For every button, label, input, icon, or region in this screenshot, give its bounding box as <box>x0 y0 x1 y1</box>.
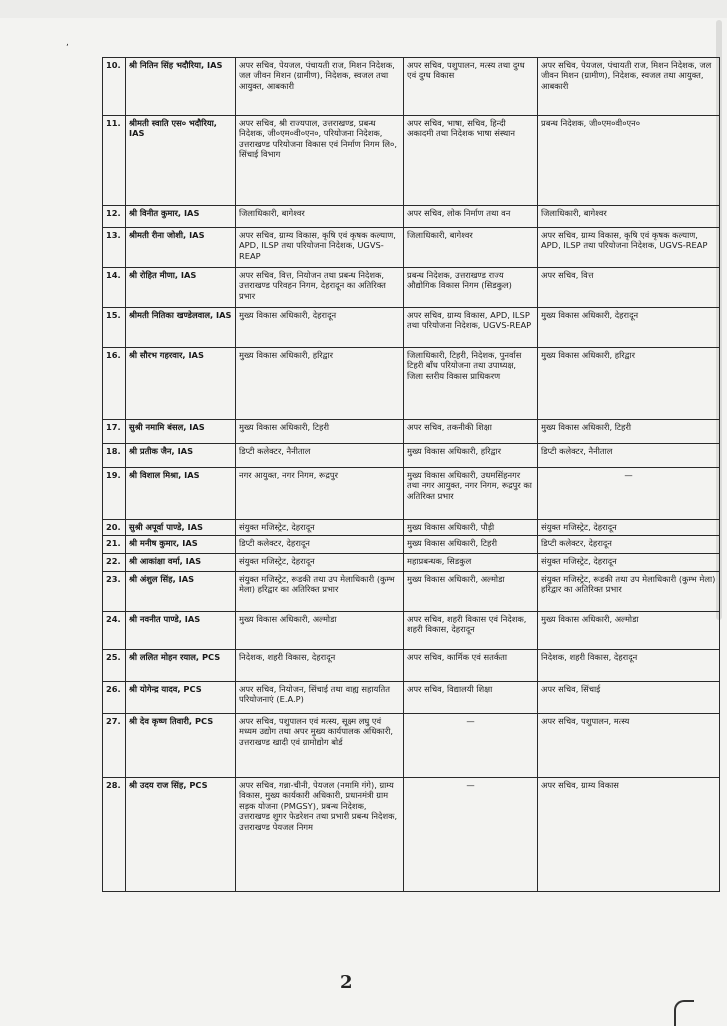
officer-name: श्रीमती रीना जोशी, IAS <box>126 228 236 268</box>
table-row <box>103 58 720 116</box>
table-row <box>103 348 720 420</box>
current-post: अपर सचिव, श्री राज्यपाल, उत्तराखण्ड, प्रबन्ध निदेशक, जी०एम०वी०एन०, परियोजना निदेशक, उत्तराखण्ड परियोजना विकास एवं निर्माण निगम लि०, सिंचाई विभाग <box>236 116 404 206</box>
new-post: मुख्य विकास अधिकारी, हरिद्वार <box>404 444 538 468</box>
current-post: डिप्टी कलेक्टर, नैनीताल <box>236 444 404 468</box>
officer-name: श्री ललित मोहन रयाल, PCS <box>126 650 236 682</box>
retained-post: प्रबन्ध निदेशक, जी०एम०वी०एन० <box>538 116 720 206</box>
serial-number: 20. <box>103 520 126 536</box>
current-post: संयुक्त मजिस्ट्रेट, देहरादून <box>236 520 404 536</box>
retained-post: निदेशक, शहरी विकास, देहरादून <box>538 650 720 682</box>
table-row <box>103 682 720 714</box>
table-row <box>103 444 720 468</box>
officer-name: श्री उदय राज सिंह, PCS <box>126 778 236 892</box>
officer-name: श्री सौरभ गहरवार, IAS <box>126 348 236 420</box>
current-post: डिप्टी कलेक्टर, देहरादून <box>236 536 404 554</box>
table-row <box>103 228 720 268</box>
table-row <box>103 420 720 444</box>
retained-post: — <box>538 468 720 520</box>
officer-name: श्रीमती नितिका खण्डेलवाल, IAS <box>126 308 236 348</box>
retained-post: संयुक्त मजिस्ट्रेट, देहरादून <box>538 554 720 572</box>
current-post: निदेशक, शहरी विकास, देहरादून <box>236 650 404 682</box>
new-post: प्रबन्ध निदेशक, उत्तराखण्ड राज्य औद्योगिक विकास निगम (सिडकुल) <box>404 268 538 308</box>
table-row <box>103 612 720 650</box>
current-post: अपर सचिव, पशुपालन एवं मत्स्य, सूक्ष्म लघु एवं मध्यम उद्योग तथा अपर मुख्य कार्यपालक अधिकारी, उत्तराखण्ड खादी एवं ग्रामोद्योग बोर्ड <box>236 714 404 778</box>
officer-name: श्री नवनीत पाण्डे, IAS <box>126 612 236 650</box>
retained-post: संयुक्त मजिस्ट्रेट, रूडकी तथा उप मेलाधिकारी (कुम्भ मेला) हरिद्वार का अतिरिक्त प्रभार <box>538 572 720 612</box>
table-row <box>103 116 720 206</box>
new-post: मुख्य विकास अधिकारी, पौड़ी <box>404 520 538 536</box>
current-post: मुख्य विकास अधिकारी, टिहरी <box>236 420 404 444</box>
table-row <box>103 520 720 536</box>
new-post: अपर सचिव, तकनीकी शिक्षा <box>404 420 538 444</box>
retained-post: डिप्टी कलेक्टर, नैनीताल <box>538 444 720 468</box>
serial-number: 24. <box>103 612 126 650</box>
current-post: अपर सचिव, गन्ना-चीनी, पेयजल (नमामि गंगे), ग्राम्य विकास, मुख्य कार्यकारी अधिकारी, प्रधानमंत्री ग्राम सड़क योजना (PMGSY), प्रबन्ध निदेशक, उत्तराखण्ड शुगर फेडरेशन तथा प्रभारी प्रबन्ध निदेशक, उत्तराखण्ड पेयजल निगम <box>236 778 404 892</box>
new-post: महाप्रबन्धक, सिडकुल <box>404 554 538 572</box>
new-post: अपर सचिव, ग्राम्य विकास, APD, ILSP तथा परियोजना निदेशक, UGVS-REAP <box>404 308 538 348</box>
officer-name: श्री प्रतीक जैन, IAS <box>126 444 236 468</box>
new-post: — <box>404 778 538 892</box>
serial-number: 14. <box>103 268 126 308</box>
officer-name: श्री मनीष कुमार, IAS <box>126 536 236 554</box>
retained-post: जिलाधिकारी, बागेश्वर <box>538 206 720 228</box>
top-strip <box>0 0 727 18</box>
current-post: अपर सचिव, ग्राम्य विकास, कृषि एवं कृषक कल्याण, APD, ILSP तथा परियोजना निदेशक, UGVS-REAP <box>236 228 404 268</box>
new-post: अपर सचिव, विद्यालयी शिक्षा <box>404 682 538 714</box>
table-row <box>103 778 720 892</box>
officer-name: सुश्री नमामि बंसल, IAS <box>126 420 236 444</box>
retained-post: अपर सचिव, सिंचाई <box>538 682 720 714</box>
serial-number: 28. <box>103 778 126 892</box>
retained-post: मुख्य विकास अधिकारी, हरिद्वार <box>538 348 720 420</box>
serial-number: 25. <box>103 650 126 682</box>
current-post: जिलाधिकारी, बागेश्वर <box>236 206 404 228</box>
new-post: जिलाधिकारी, बागेश्वर <box>404 228 538 268</box>
new-post: अपर सचिव, शहरी विकास एवं निदेशक, शहरी विकास, देहरादून <box>404 612 538 650</box>
serial-number: 22. <box>103 554 126 572</box>
retained-post: अपर सचिव, पेयजल, पंचायती राज, मिशन निदेशक, जल जीवन मिशन (ग्रामीण), निदेशक, स्वजल तथा आयुक्त, आबकारी <box>538 58 720 116</box>
retained-post: मुख्य विकास अधिकारी, टिहरी <box>538 420 720 444</box>
serial-number: 12. <box>103 206 126 228</box>
corner-mark <box>674 1000 694 1026</box>
officer-name: श्री विशाल मिश्रा, IAS <box>126 468 236 520</box>
retained-post: डिप्टी कलेक्टर, देहरादून <box>538 536 720 554</box>
officer-name: श्री विनीत कुमार, IAS <box>126 206 236 228</box>
serial-number: 17. <box>103 420 126 444</box>
margin-mark: , <box>66 38 69 48</box>
new-post: अपर सचिव, भाषा, सचिव, हिन्दी अकादमी तथा निदेशक भाषा संस्थान <box>404 116 538 206</box>
officer-name: श्री देव कृष्ण तिवारी, PCS <box>126 714 236 778</box>
officer-name: श्री नितिन सिंह भदौरिया, IAS <box>126 58 236 116</box>
serial-number: 18. <box>103 444 126 468</box>
page-number: 2 <box>340 972 353 993</box>
serial-number: 27. <box>103 714 126 778</box>
new-post: अपर सचिव, कार्मिक एवं सतर्कता <box>404 650 538 682</box>
transfer-table <box>102 57 720 892</box>
table-row <box>103 206 720 228</box>
officer-name: श्री रोहित मीणा, IAS <box>126 268 236 308</box>
serial-number: 23. <box>103 572 126 612</box>
retained-post: मुख्य विकास अधिकारी, देहरादून <box>538 308 720 348</box>
current-post: मुख्य विकास अधिकारी, अल्मोडा <box>236 612 404 650</box>
serial-number: 19. <box>103 468 126 520</box>
current-post: अपर सचिव, नियोजन, सिंचाई तथा वाह्य सहायतित परियोजनाएं (E.A.P) <box>236 682 404 714</box>
retained-post: अपर सचिव, ग्राम्य विकास, कृषि एवं कृषक कल्याण, APD, ILSP तथा परियोजना निदेशक, UGVS-REAP <box>538 228 720 268</box>
officer-name: श्री अंशुल सिंह, IAS <box>126 572 236 612</box>
new-post: मुख्य विकास अधिकारी, अल्मोडा <box>404 572 538 612</box>
serial-number: 21. <box>103 536 126 554</box>
retained-post: अपर सचिव, ग्राम्य विकास <box>538 778 720 892</box>
serial-number: 13. <box>103 228 126 268</box>
current-post: अपर सचिव, पेयजल, पंचायती राज, मिशन निदेशक, जल जीवन मिशन (ग्रामीण), निदेशक, स्वजल तथा आयुक्त, आबकारी <box>236 58 404 116</box>
retained-post: मुख्य विकास अधिकारी, अल्मोडा <box>538 612 720 650</box>
serial-number: 16. <box>103 348 126 420</box>
current-post: नगर आयुक्त, नगर निगम, रूद्रपुर <box>236 468 404 520</box>
table-body <box>103 58 720 892</box>
table-row <box>103 308 720 348</box>
serial-number: 11. <box>103 116 126 206</box>
transfer-table-page <box>102 57 719 892</box>
table-row <box>103 536 720 554</box>
serial-number: 26. <box>103 682 126 714</box>
current-post: संयुक्त मजिस्ट्रेट, देहरादून <box>236 554 404 572</box>
current-post: मुख्य विकास अधिकारी, देहरादून <box>236 308 404 348</box>
new-post: मुख्य विकास अधिकारी, उधमसिंहनगर तथा नगर आयुक्त, नगर निगम, रूद्रपुर का अतिरिक्त प्रभार <box>404 468 538 520</box>
retained-post: अपर सचिव, पशुपालन, मत्स्य <box>538 714 720 778</box>
new-post: जिलाधिकारी, टिहरी, निदेशक, पुनर्वास टिहरी बाँध परियोजना तथा उपाध्यक्ष, जिला स्तरीय विकास प्राधिकरण <box>404 348 538 420</box>
serial-number: 10. <box>103 58 126 116</box>
serial-number: 15. <box>103 308 126 348</box>
table-row <box>103 650 720 682</box>
officer-name: श्री आकांक्षा वर्मा, IAS <box>126 554 236 572</box>
table-row <box>103 468 720 520</box>
new-post: मुख्य विकास अधिकारी, टिहरी <box>404 536 538 554</box>
current-post: अपर सचिव, वित्त, नियोजन तथा प्रबन्ध निदेशक, उत्तराखण्ड परिवहन निगम, देहरादून का अतिरिक्त प्रभार <box>236 268 404 308</box>
current-post: संयुक्त मजिस्ट्रेट, रूडकी तथा उप मेलाधिकारी (कुम्भ मेला) हरिद्वार का अतिरिक्त प्रभार <box>236 572 404 612</box>
new-post: — <box>404 714 538 778</box>
new-post: अपर सचिव, लोक निर्माण तथा वन <box>404 206 538 228</box>
retained-post: अपर सचिव, वित्त <box>538 268 720 308</box>
current-post: मुख्य विकास अधिकारी, हरिद्वार <box>236 348 404 420</box>
officer-name: सुश्री अपूर्वा पाण्डे, IAS <box>126 520 236 536</box>
table-row <box>103 554 720 572</box>
officer-name: श्री योगेन्द्र यादव, PCS <box>126 682 236 714</box>
new-post: अपर सचिव, पशुपालन, मत्स्य तथा दुग्ध एवं दुग्ध विकास <box>404 58 538 116</box>
officer-name: श्रीमती स्वाति एस० भदौरिया, IAS <box>126 116 236 206</box>
table-row <box>103 714 720 778</box>
retained-post: संयुक्त मजिस्ट्रेट, देहरादून <box>538 520 720 536</box>
table-row <box>103 572 720 612</box>
table-row <box>103 268 720 308</box>
